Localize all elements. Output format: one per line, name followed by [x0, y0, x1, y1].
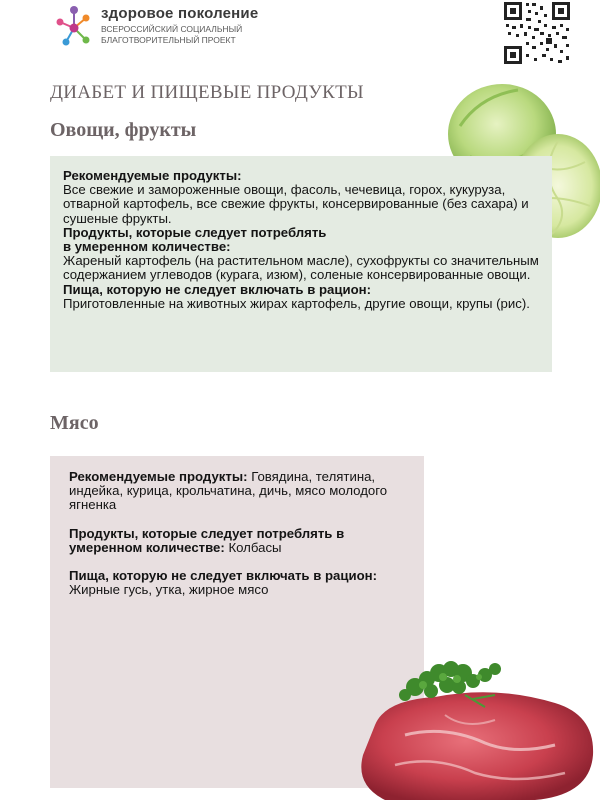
- brand-subtitle: [101, 24, 242, 46]
- qr-code-icon[interactable]: [502, 0, 572, 66]
- meat-moderate-label: Продукты, которые следует потреблять в умеренном количестве:: [69, 525, 345, 555]
- meat-section-title: Мясо: [50, 412, 99, 434]
- meat-excluded-label: Пища, которую не следует включать в рацион:: [69, 568, 377, 584]
- vegetables-section-title: Овощи, фрукты: [50, 119, 197, 141]
- header: [0, 0, 600, 70]
- meat-icon: [345, 655, 600, 800]
- veg-recommended-text: Все свежие и замороженные овощи, фасоль, чечевица, горох, кукурузa, отварной картофель, все свежие фрукты, консервированные (без сахара) и сушеные фрукты.: [63, 182, 529, 226]
- meat-recommended-label: Рекомендуемые продукты:: [69, 469, 248, 484]
- veg-moderate-label-line-1: Продукты, которые следует потреблять: [63, 224, 327, 240]
- veg-recommended-label: Рекомендуемые продукты:: [63, 168, 242, 183]
- document-title: ДИАБЕТ И ПИЩЕВЫЕ ПРОДУКТЫ: [50, 82, 364, 103]
- veg-moderate-label-line-2: в умеренном количестве:: [63, 239, 231, 255]
- meat-moderate-text: Колбасы: [228, 539, 282, 555]
- brand-subtitle-line-1: ВСЕРОССИЙСКИЙ СОЦИАЛЬНЫЙ: [101, 24, 243, 34]
- brand-subtitle-line-2: БЛАГОТВОРИТЕЛЬНЫЙ ПРОЕКТ: [101, 35, 236, 45]
- veg-excluded-label: Пища, которую не следует включать в рацион:: [63, 281, 371, 297]
- veg-excluded-text: Приготовленные на животных жирах картофель, другие овощи, крупы (рис).: [63, 295, 530, 311]
- veg-moderate-text: Жареный картофель (на растительном масле), сухофрукты со значительным содержанием углеводов (курага, изюм), соленые консервированные овощи.: [63, 253, 539, 283]
- vegetables-info-box: [50, 156, 552, 372]
- meat-excluded-text: Жирные гусь, утка, жирное мясо: [69, 582, 269, 598]
- brand-logo-icon: [52, 4, 96, 48]
- meat-recommended-text: Говядина, телятина, индейка, курица, крольчатина, дичь, мясо молодого ягненка: [69, 469, 388, 513]
- brand-name: здоровое поколение: [101, 5, 259, 22]
